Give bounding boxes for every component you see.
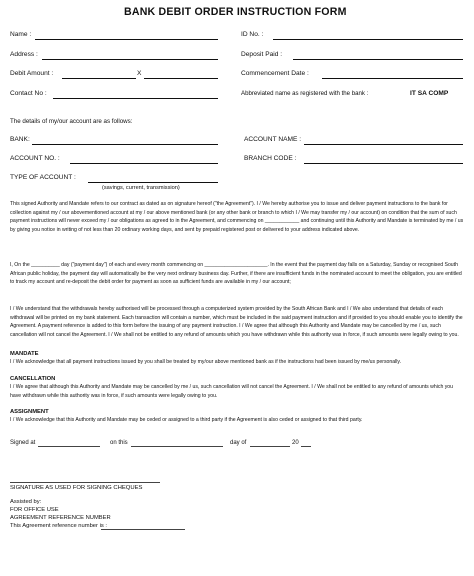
contact-no-field[interactable] xyxy=(53,98,218,99)
signed-at-label: Signed at xyxy=(10,440,36,446)
account-intro: The details of my/our account are as follows: xyxy=(10,118,133,125)
deposit-paid-field[interactable] xyxy=(293,59,463,60)
signed-day-field[interactable] xyxy=(131,446,223,447)
branch-code-label: BRANCH CODE : xyxy=(244,155,297,162)
signature-label: SIGNATURE AS USED FOR SIGNING CHEQUES xyxy=(10,485,143,491)
deposit-paid-label: Deposit Paid : xyxy=(241,51,283,58)
signature-line[interactable] xyxy=(10,482,160,483)
debit-amount-field[interactable] xyxy=(62,78,136,79)
mandate-heading: MANDATE xyxy=(10,351,39,357)
type-of-account-hint: (savings, current, transmission) xyxy=(102,185,180,191)
assisted-by-label: Assisted by: xyxy=(10,499,42,505)
assignment-heading: ASSIGNMENT xyxy=(10,409,49,415)
type-of-account-field[interactable] xyxy=(88,182,218,183)
bank-label: BANK: xyxy=(10,136,30,143)
assignment-text: I / We acknowledge that this Authority and Mandate may be ceded or assigned to a third party if the Agreement is also ceded or assigned to that third party. xyxy=(10,417,363,423)
form-title: BANK DEBIT ORDER INSTRUCTION FORM xyxy=(124,6,347,18)
address-field[interactable] xyxy=(42,59,218,60)
debit-amount-words-field[interactable] xyxy=(144,78,218,79)
on-this-label: on this xyxy=(110,440,128,446)
name-label: Name : xyxy=(10,31,32,38)
mandate-text: I / We acknowledge that all payment instructions issued by you shall be treated by my/our above mentioned bank as if the instructions had been issued by me/us personally. xyxy=(10,359,402,365)
address-label: Address : xyxy=(10,51,38,58)
year-prefix: 20 xyxy=(292,440,299,446)
office-use-label: FOR OFFICE USE xyxy=(10,507,59,513)
id-no-label: ID No. : xyxy=(241,31,264,38)
account-name-label: ACCOUNT NAME : xyxy=(244,136,302,143)
name-field[interactable] xyxy=(35,39,218,40)
agreement-paragraph: This signed Authority and Mandate refers to our contract as dated as on signature hereof ("the Agreement"). I / We hereby authorise you to issue and deliver payment instructions to the bank for collection against my / our abovementioned account at my / our above mentioned bank (or any other bank or branch to which I / We may transfer my / our account) on condition that the sum of such payment instructions will never exceed my / our obligations as agreed to in the Agreement, and commencing on ____________ and continuing until this Authority and Mandate is terminated by me / us by giving you notice in writing of not less than 20 ordinary working days, and sent by prepaid registered post or delivered to your address indicated above. xyxy=(10,201,464,233)
account-no-field[interactable] xyxy=(70,163,218,164)
x-mark: X xyxy=(137,70,142,77)
bank-field[interactable] xyxy=(32,144,218,145)
debit-amount-label: Debit Amount : xyxy=(10,70,54,77)
day-of-label: day of xyxy=(230,440,247,446)
type-of-account-label: TYPE OF ACCOUNT : xyxy=(10,174,76,181)
signed-at-field[interactable] xyxy=(38,446,100,447)
cancellation-heading: CANCELLATION xyxy=(10,376,56,382)
account-name-field[interactable] xyxy=(304,144,463,145)
abbrev-name-label: Abbreviated name as registered with the bank : xyxy=(241,90,369,97)
signed-month-field[interactable] xyxy=(250,446,290,447)
withdrawal-paragraph: I / We understand that the withdrawals hereby authorised will be processed through a computerized system provided by the South African Bank and I / We also understand that details of each withdrawal will be printed on my bank statement. Each transaction will contain a number, which must be included in the said payment instruction and if provided to you should enable you to identify the Agreement. A payment reference is added to this form before the issuing of any payment instruction. I / We agree that although this Authority and Mandate may be cancelled by me / us, such cancellation will not cancel the Agreement. I / We shall not be entitled to any refund of amounts which you have withdrawn while this authority was in force, if such amounts were legally owing to you. xyxy=(10,306,463,338)
cancellation-text: I / We agree that although this Authority and Mandate may be cancelled by me / us, such cancellation will not cancel the Agreement. I / We shall not be entitled to any refund of amounts which you have withdrawn while this authority was in force, if such amounts were legally owing to you. xyxy=(10,384,454,399)
signed-year-field[interactable] xyxy=(301,446,311,447)
id-no-field[interactable] xyxy=(273,39,463,40)
commencement-date-label: Commencement Date : xyxy=(241,70,309,77)
abbrev-name-value: IT SA COMP xyxy=(410,90,449,97)
commencement-date-field[interactable] xyxy=(322,78,463,79)
contact-no-label: Contact No : xyxy=(10,90,47,97)
agreement-ref-line: This Agreement reference number is : xyxy=(10,523,107,529)
agreement-ref-field[interactable] xyxy=(101,529,185,530)
payment-day-paragraph: I, On the __________ day ("payment day") of each and every month commencing on ______________________. In the event that the payment day falls on a Saturday, Sunday or recognised South African public holiday, the payment day will automatically be the very next ordinary business day. Further, if there are insufficient funds in the nominated account to meet the obligation, you are entitled to track my account and re-deposit the debit order for payment as soon as sufficient funds are available in my / our account; xyxy=(10,262,462,286)
agreement-ref-heading: AGREEMENT REFERENCE NUMBER xyxy=(10,515,111,521)
branch-code-field[interactable] xyxy=(304,163,463,164)
account-no-label: ACCOUNT NO. : xyxy=(10,155,60,162)
